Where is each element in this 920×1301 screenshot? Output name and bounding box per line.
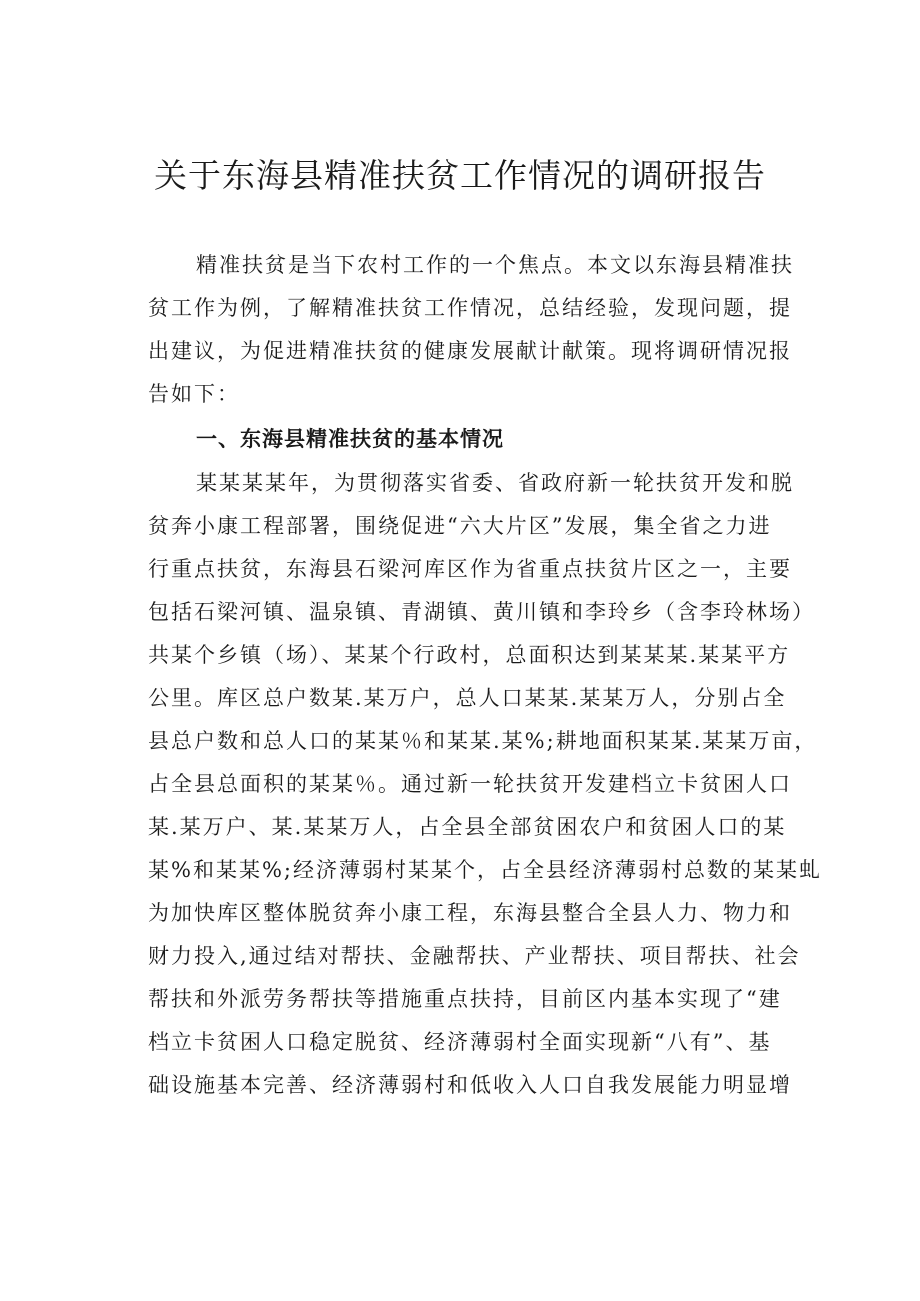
paragraph-line: 包括石梁河镇、温泉镇、青湖镇、黄川镇和李玲乡（含李玲林场） (148, 600, 815, 624)
document-title: 关于东海县精准扶贫工作情况的调研报告 (154, 156, 766, 195)
intro-line: 精准扶贫是当下农村工作的一个焦点。本文以东海县精准扶 (196, 253, 794, 277)
paragraph-line: 帮扶和外派劳务帮扶等措施重点扶持，目前区内基本实现了“建 (148, 987, 782, 1011)
paragraph-line: 某.某万户、某.某某万人，占全县全部贫困农户和贫困人口的某 (148, 815, 787, 839)
intro-line: 告如下： (148, 382, 240, 406)
intro-line: 贫工作为例，了解精准扶贫工作情况，总结经验，发现问题，提 (148, 296, 792, 320)
paragraph-line: 占全县总面积的某某％。通过新一轮扶贫开发建档立卡贫困人口 (148, 772, 792, 796)
section-heading: 一、东海县精准扶贫的基本情况 (196, 427, 504, 451)
paragraph-line: 档立卡贫困人口稳定脱贫、经济薄弱村全面实现新“八有”、基 (148, 1030, 772, 1054)
paragraph-line: 某%和某某%;经济薄弱村某某个，占全县经济薄弱村总数的某某虬 (148, 858, 822, 882)
paragraph-line: 公里。库区总户数某.某万户，总人口某某.某某万人，分别占全 (148, 686, 787, 710)
intro-line: 出建议，为促进精准扶贫的健康发展献计献策。现将调研情况报 (148, 339, 792, 363)
paragraph-line: 行重点扶贫，东海县石梁河库区作为省重点扶贫片区之一，主要 (148, 557, 792, 581)
paragraph-line: 贫奔小康工程部署，围绕促进“六大片区”发展，集全省之力进 (148, 514, 772, 538)
paragraph-line: 共某个乡镇（场）、某某个行政村，总面积达到某某某.某某平方 (148, 643, 791, 667)
paragraph-line: 财力投入,通过结对帮扶、金融帮扶、产业帮扶、项目帮扶、社会 (148, 944, 801, 968)
paragraph-line: 为加快库区整体脱贫奔小康工程，东海县整合全县人力、物力和 (148, 901, 792, 925)
paragraph-line: 某某某某年，为贯彻落实省委、省政府新一轮扶贫开发和脱 (196, 471, 794, 495)
paragraph-line: 县总户数和总人口的某某％和某某.某%;耕地面积某某.某某万亩， (148, 729, 818, 753)
paragraph-line: 础设施基本完善、经济薄弱村和低收入人口自我发展能力明显增 (148, 1073, 792, 1097)
